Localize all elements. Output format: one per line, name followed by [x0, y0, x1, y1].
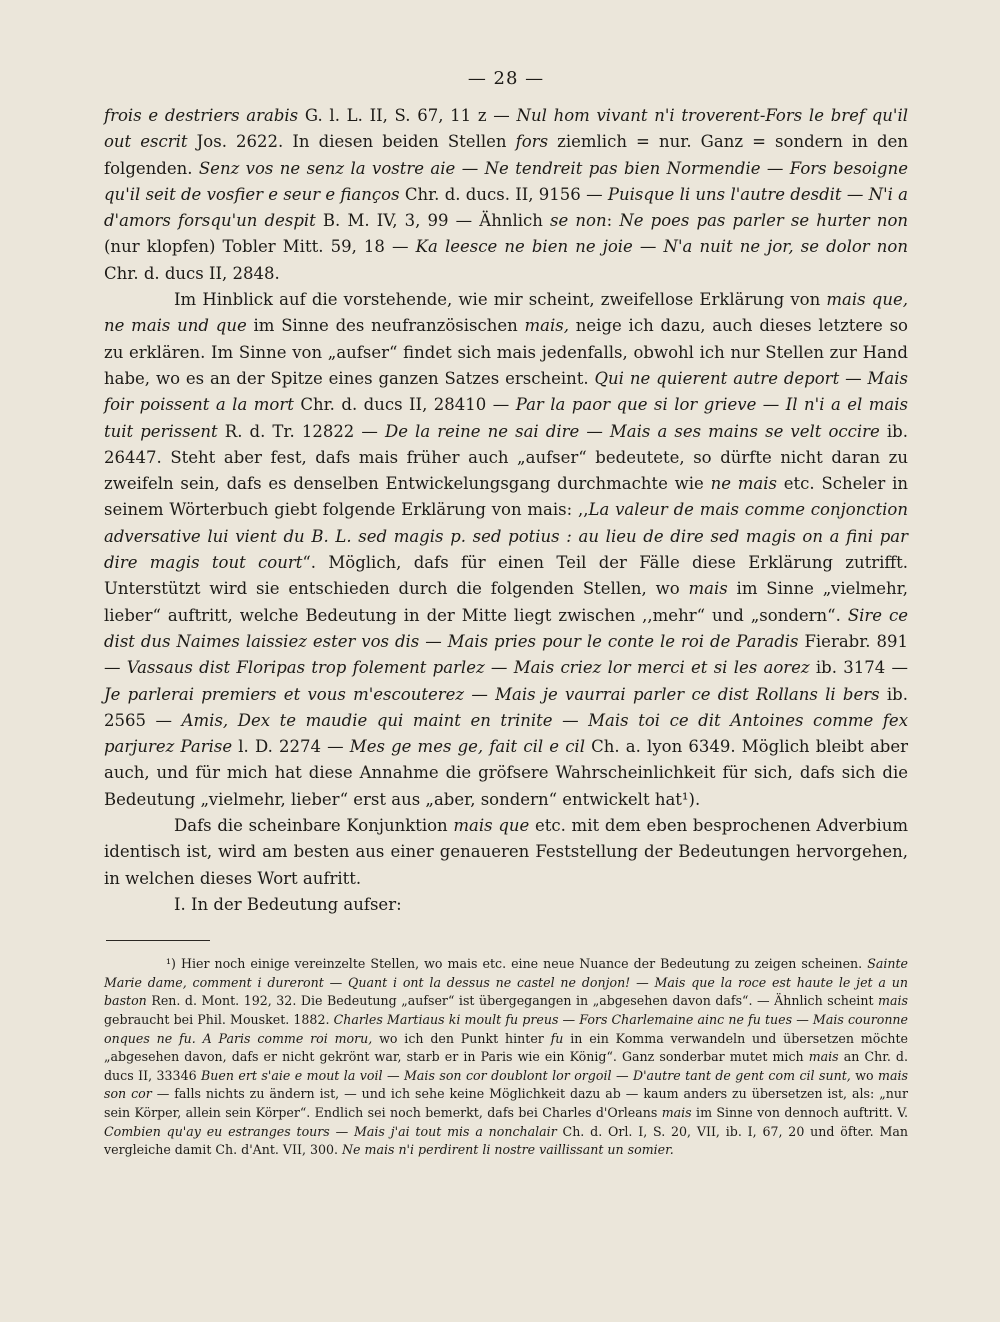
text-run: wo [850, 1067, 879, 1083]
text-run: etc. mit dem eben besprochenen Adverbium identisch ist, wird am besten aus einer genaueren Feststellung der Bedeutungen hervorgehen, in welchen dieses Wort aufritt. [104, 816, 908, 888]
text-run: gebraucht bei Phil. Mousket. 1882. [104, 1011, 334, 1027]
text-run: l. D. 2274 — [232, 737, 350, 757]
text-run: Ch. d. Orl. I, S. 20, VII, ib. I, 67, 20 und öfter. Man vergleiche damit Ch. d'Ant. VII, 300. [104, 1123, 908, 1158]
text-run: Chr. d. ducs II, 2848. [104, 263, 280, 283]
text-run: Jos. 2622. In diesen beiden Stellen [187, 132, 516, 152]
italic-quote: se non [550, 211, 607, 231]
text-run: Im Hinblick auf die vorstehende, wie mir scheint, zweifellose Erklärung von [174, 290, 827, 310]
italic-quote: mais, [524, 316, 569, 336]
italic-quote: Charles Martiaus ki moult fu preus — Fors Charlemaine ainc ne fu tues — Mais couronne onques ne fu. A Paris comme roi moru, [104, 1011, 908, 1046]
italic-quote: fors [515, 132, 549, 152]
italic-quote: Par la paor que si lor grieve — Il n'i a el mais tuit perissent [104, 395, 908, 441]
italic-quote: Qui ne quierent autre deport — Mais foir poissent a la mort [104, 368, 908, 415]
italic-quote: Vassaus dist Floripas trop folement parlez — Mais criez lor merci et si les aorez [126, 658, 810, 678]
footnote [104, 955, 908, 1160]
text-run: im Sinne von dennoch auftritt. V. [691, 1104, 908, 1120]
paragraph-p4 [104, 892, 908, 918]
text-run: im Sinne des neufranzösischen [246, 316, 525, 336]
italic-quote: De la reine ne sai dire — Mais a ses mains se velt occire [384, 421, 880, 441]
text-run: wo ich den Punkt hinter [372, 1030, 551, 1046]
text-run: B. M. IV, 3, 99 — Ähnlich [315, 211, 551, 231]
text-run: in ein Komma verwandeln und übersetzen möchte „abgesehen davon, dafs er nicht gekrönt war, starb er in Paris wie ein König“. Ganz sonderbar mutet mich [104, 1030, 908, 1065]
text-run: “. Möglich, dafs für einen Teil der Fälle diese Erklärung zutrifft. Unterstützt wird sie entschieden durch die folgenden Stellen, wo [104, 553, 908, 599]
italic-quote: Ne poes pas parler se hurter non [619, 211, 909, 231]
main-text [104, 103, 908, 918]
footnote-text [104, 955, 908, 1160]
italic-quote: Ka leesce ne bien ne joie — N'a nuit ne jor, se dolor non [415, 237, 908, 257]
text-run: Ren. d. Mont. 192, 32. Die Bedeutung „aufser“ ist übergegangen in „abgesehen davon dafs“. — Ähnlich scheint [146, 993, 879, 1009]
text-run: Chr. d. ducs II, 28410 — [293, 395, 516, 415]
text-run: : [606, 211, 620, 231]
text-run: ziemlich = nur. Ganz = sondern in den folgenden. [104, 132, 908, 178]
italic-quote: Amis, Dex te maudie qui maint en trinite — Mais toi ce dit Antoines comme fex parjurez Parise [104, 710, 908, 757]
text-run: im Sinne „vielmehr, lieber“ auftritt, welche Bedeutung in der Mitte liegt zwischen ,,mehr“ und „sondern“. [104, 579, 908, 625]
text-run: Fierabr. 891 — [104, 631, 908, 678]
italic-quote: La valeur de mais comme conjonction adversative lui vient du B. L. sed magis p. sed potius : au lieu de dire sed magis on a fini par dire magis tout court [104, 500, 908, 573]
italic-quote: mais [688, 579, 728, 599]
italic-quote: mais son cor [104, 1067, 908, 1102]
italic-quote: mais [808, 1049, 839, 1065]
italic-quote: Nul hom vivant n'i troverent-Fors le bref qu'il out escrit [104, 106, 909, 152]
text-run: an Chr. d. ducs II, 33346 [104, 1049, 908, 1083]
italic-quote: Sire ce dist dus Naimes laissiez ester vos dis — Mais pries pour le conte le roi de Paradis [104, 605, 909, 651]
italic-quote: Senz vos ne senz la vostre aie — Ne tendreit pas bien Normendie — Fors besoigne qu'il seit de vosfier e seur e fianços [104, 158, 908, 204]
text-run: R. d. Tr. 12822 — [217, 421, 385, 441]
italic-quote: Ne mais n'i perdirent li nostre vaillissant un somier. [342, 1142, 674, 1158]
italic-quote: Puisque li uns l'autre desdit — N'i a d'amors forsqu'un despit [104, 184, 909, 231]
text-run: ib. 26447. Steht aber fest, dafs mais früher auch „aufser“ bedeutete, so dürfte nicht daran zu zweifeln sein, dafs es denselben Entwickelungsgang durchmachte wie [104, 421, 908, 494]
italic-quote: Buen ert s'aie e mout la voil — Mais son cor doublont lor orgoil — D'autre tant de gent com cil sunt, [201, 1067, 851, 1083]
paragraph-p3 [104, 813, 908, 892]
paragraph-p1 [104, 103, 908, 287]
italic-quote: mais [661, 1104, 692, 1120]
text-run: ib. 3174 — [809, 658, 909, 678]
italic-quote: mais que [453, 816, 530, 836]
italic-quote: mais [878, 993, 908, 1009]
text-run: neige ich dazu, auch dieses letztere so zu erklären. Im Sinne von „aufser“ findet sich mais jedenfalls, obwohl ich nur Stellen zur Hand habe, wo es an der Spitze eines ganzen Satzes erscheint. [104, 316, 908, 388]
italic-quote: Sainte Marie dame, comment i dureront — Quant i ont la dessus ne castel ne donjon! — Mais que la roce est haute le jet a un baston [104, 956, 908, 1009]
text-run: — falls nichts zu ändern ist, — und ich sehe keine Möglichkeit dazu ab — kaum anders zu übersetzen ist, als: „nur sein Körper, allein sein Körper“. Endlich sei noch bemerkt, dafs bei Charles d'Orleans [104, 1086, 908, 1120]
page-number: — 28 — [467, 68, 545, 89]
italic-quote: Mes ge mes ge, fait cil e cil [349, 737, 585, 757]
italic-quote: fu [550, 1030, 564, 1046]
italic-quote: Je parlerai premiers et vous m'escouterez — Mais je vaurrai parler ce dist Rollans li bers [104, 684, 880, 704]
text-run: (nur klopfen) Tobler Mitt. 59, 18 — [104, 237, 416, 257]
text-run: Chr. d. ducs. II, 9156 — [399, 184, 608, 204]
text-run: ib. 2565 — [104, 684, 908, 730]
text-run: Ch. a. lyon 6349. Möglich bleibt aber auch, und für mich hat diese Annahme die gröfsere Wahrscheinlichkeit für sich, dafs sich die Bedeutung „vielmehr, lieber“ erst aus „aber, sondern“ entwickelt hat¹). [104, 737, 908, 809]
text-run: Dafs die scheinbare Konjunktion [174, 816, 454, 836]
italic-quote: mais que, ne mais und que [104, 290, 909, 336]
italic-quote: frois e destriers arabis [104, 106, 299, 125]
italic-quote: ne mais [710, 474, 777, 494]
text-run: G. l. L. II, S. 67, 11 z — [298, 106, 517, 125]
text-run: etc. Scheler in seinem Wörterbuch giebt folgende Erklärung von mais: ,, [104, 474, 908, 520]
paragraph-p2 [104, 287, 908, 813]
footnote-rule [106, 940, 210, 941]
text-run: ¹) Hier noch einige vereinzelte Stellen, wo mais etc. eine neue Nuance der Bedeutung zu zeigen scheinen. [166, 956, 868, 972]
italic-quote: Combien qu'ay eu estranges tours — Mais j'ai tout mis a nonchalair [104, 1123, 557, 1139]
text-run: I. In der Bedeutung aufser: [174, 894, 402, 914]
